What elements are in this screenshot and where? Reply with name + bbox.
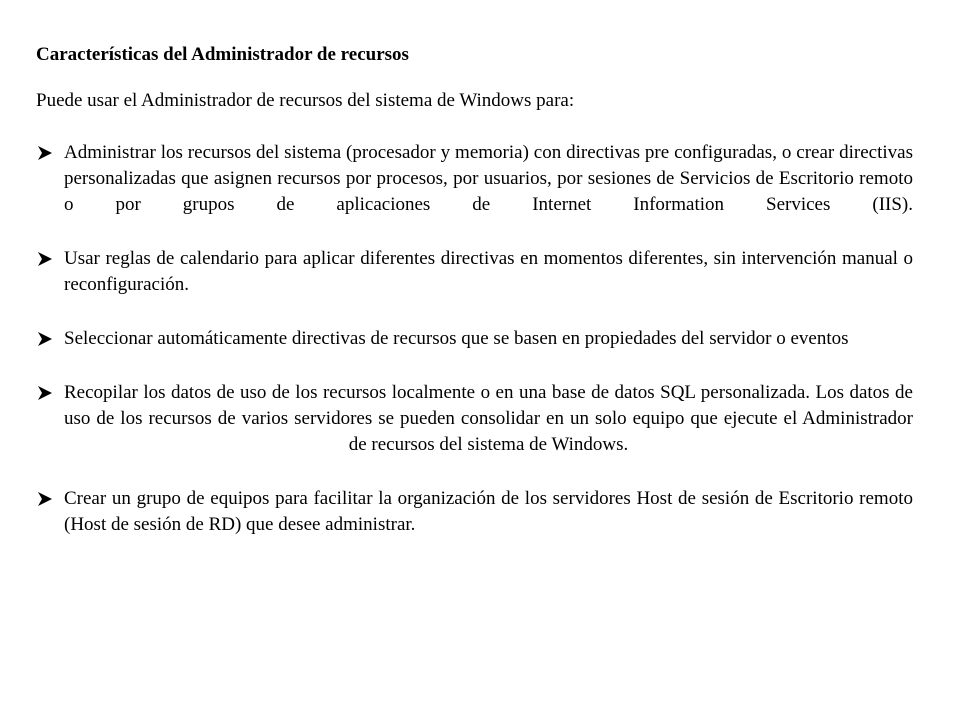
arrowhead-bullet-icon (36, 486, 56, 512)
list-item-text: Seleccionar automáticamente directivas de recursos que se basen en propiedades del servidor o eventos (64, 328, 849, 349)
arrowhead-bullet-icon (36, 246, 56, 272)
slide-content (36, 42, 913, 566)
bullet-list (36, 140, 913, 538)
list-item (36, 246, 913, 298)
arrowhead-bullet-icon (36, 140, 56, 166)
list-item-text: Crear un grupo de equipos para facilitar la organización de los servidores Host de sesión de Escritorio remoto (Host de sesión de RD) que desee administrar. (64, 488, 913, 535)
list-item (36, 486, 913, 538)
intro-text: Puede usar el Administrador de recursos del sistema de Windows para: (36, 90, 575, 111)
arrowhead-bullet-icon (36, 326, 56, 352)
arrowhead-bullet-icon (36, 380, 56, 406)
list-item-text: Usar reglas de calendario para aplicar diferentes directivas en momentos diferentes, sin intervención manual o reconfiguración. (64, 248, 913, 295)
list-item (36, 380, 913, 458)
list-item (36, 326, 913, 352)
list-item-text: Administrar los recursos del sistema (procesador y memoria) con directivas pre configuradas, o crear directivas personalizadas que asignen recursos por procesos, por usuarios, por sesiones de Servicios de Escritorio remoto o por grupos de aplicaciones de Internet Information Services (IIS). (64, 142, 913, 215)
slide-title: Características del Administrador de recursos (36, 44, 409, 65)
list-item (36, 140, 913, 218)
list-item-text: Recopilar los datos de uso de los recursos localmente o en una base de datos SQL personalizada. Los datos de uso de los recursos de varios servidores se pueden consolidar en un solo equipo que ejecute el Administrador de recursos del sistema de Windows. (64, 382, 913, 455)
